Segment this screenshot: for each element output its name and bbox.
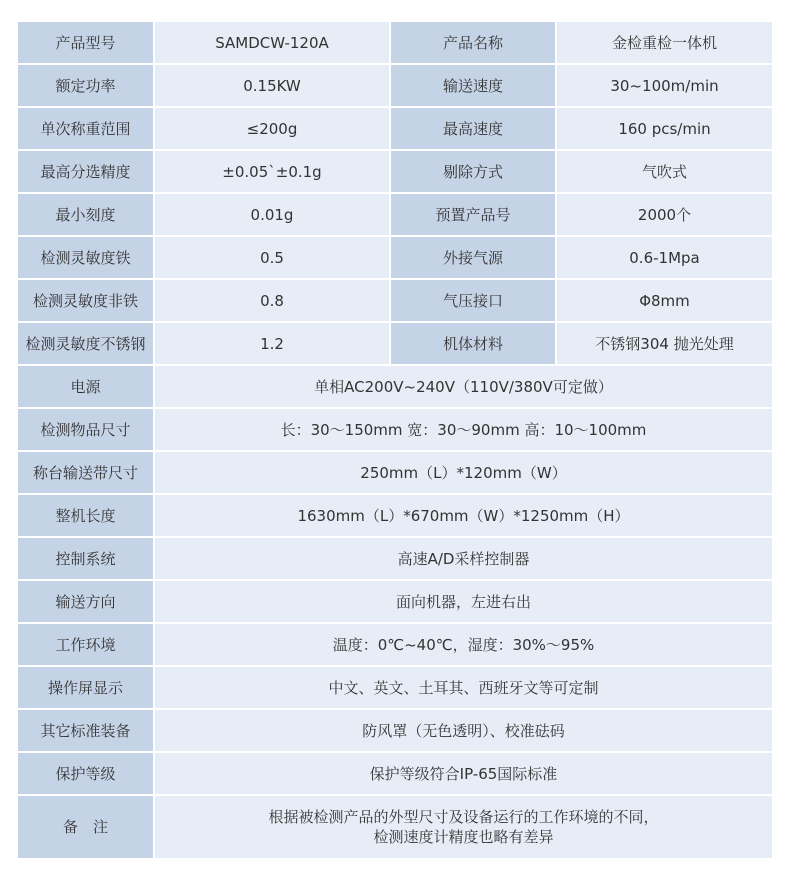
table-row — [18, 581, 772, 624]
spec-value: 保护等级符合IP-65国际标准 — [155, 753, 772, 794]
spec-value: 中文、英文、土耳其、西班牙文等可定制 — [155, 667, 772, 708]
spec-value: 2000个 — [557, 194, 772, 235]
spec-value: 温度：0℃~40℃，湿度：30%～95% — [155, 624, 772, 665]
spec-value: ≤200g — [155, 108, 391, 149]
table-row — [18, 323, 772, 366]
remarks-row — [18, 796, 772, 860]
table-row — [18, 495, 772, 538]
spec-label: 其它标准装备 — [18, 710, 155, 751]
spec-label: 最高速度 — [391, 108, 557, 149]
remarks-line-1: 根据被检测产品的外型尺寸及设备运行的工作环境的不同， — [268, 808, 659, 826]
spec-label: 检测灵敏度不锈钢 — [18, 323, 155, 364]
spec-value: 250mm（L）*120mm（W） — [155, 452, 772, 493]
spec-value: 不锈钢304 抛光处理 — [557, 323, 772, 364]
spec-value: SAMDCW-120A — [155, 22, 391, 63]
spec-label: 产品型号 — [18, 22, 155, 63]
spec-value: 0.5 — [155, 237, 391, 278]
spec-label: 最高分选精度 — [18, 151, 155, 192]
spec-label: 外接气源 — [391, 237, 557, 278]
table-row — [18, 108, 772, 151]
table-row — [18, 624, 772, 667]
spec-label: 检测物品尺寸 — [18, 409, 155, 450]
spec-value: 0.8 — [155, 280, 391, 321]
spec-label: 检测灵敏度铁 — [18, 237, 155, 278]
table-row — [18, 667, 772, 710]
spec-value: 气吹式 — [557, 151, 772, 192]
spec-value: 0.01g — [155, 194, 391, 235]
spec-label: 机体材料 — [391, 323, 557, 364]
spec-label: 输送方向 — [18, 581, 155, 622]
table-row — [18, 710, 772, 753]
remarks-line-2: 检测速度计精度也略有差异 — [373, 828, 554, 846]
spec-value: 1.2 — [155, 323, 391, 364]
spec-value: 0.6-1Mpa — [557, 237, 772, 278]
table-row — [18, 452, 772, 495]
spec-value: 160 pcs/min — [557, 108, 772, 149]
spec-label: 输送速度 — [391, 65, 557, 106]
table-row — [18, 237, 772, 280]
spec-value: 金检重检一体机 — [557, 22, 772, 63]
spec-label: 产品名称 — [391, 22, 557, 63]
spec-value: 长：30～150mm 宽：30～90mm 高：10～100mm — [155, 409, 772, 450]
spec-label: 称台输送带尺寸 — [18, 452, 155, 493]
remarks-value — [155, 796, 772, 858]
table-row — [18, 538, 772, 581]
spec-table — [18, 22, 772, 860]
spec-label: 操作屏显示 — [18, 667, 155, 708]
spec-value: ±0.05`±0.1g — [155, 151, 391, 192]
spec-value: 高速A/D采样控制器 — [155, 538, 772, 579]
spec-label: 保护等级 — [18, 753, 155, 794]
spec-label: 控制系统 — [18, 538, 155, 579]
table-row — [18, 194, 772, 237]
spec-label: 工作环境 — [18, 624, 155, 665]
spec-label: 预置产品号 — [391, 194, 557, 235]
spec-value: 0.15KW — [155, 65, 391, 106]
spec-label: 电源 — [18, 366, 155, 407]
spec-value: 30~100m/min — [557, 65, 772, 106]
spec-label: 额定功率 — [18, 65, 155, 106]
spec-label: 检测灵敏度非铁 — [18, 280, 155, 321]
spec-value: 防风罩（无色透明）、校准砝码 — [155, 710, 772, 751]
spec-value: 面向机器，左进右出 — [155, 581, 772, 622]
spec-value: 1630mm（L）*670mm（W）*1250mm（H） — [155, 495, 772, 536]
remarks-label: 备 注 — [18, 796, 155, 858]
table-row — [18, 409, 772, 452]
spec-label: 单次称重范围 — [18, 108, 155, 149]
spec-label: 整机长度 — [18, 495, 155, 536]
table-row — [18, 22, 772, 65]
table-row — [18, 280, 772, 323]
spec-value: Φ8mm — [557, 280, 772, 321]
table-row — [18, 753, 772, 796]
table-row — [18, 151, 772, 194]
table-row — [18, 65, 772, 108]
spec-label: 剔除方式 — [391, 151, 557, 192]
spec-label: 最小刻度 — [18, 194, 155, 235]
spec-value: 单相AC200V~240V（110V/380V可定做） — [155, 366, 772, 407]
table-row — [18, 366, 772, 409]
spec-label: 气压接口 — [391, 280, 557, 321]
